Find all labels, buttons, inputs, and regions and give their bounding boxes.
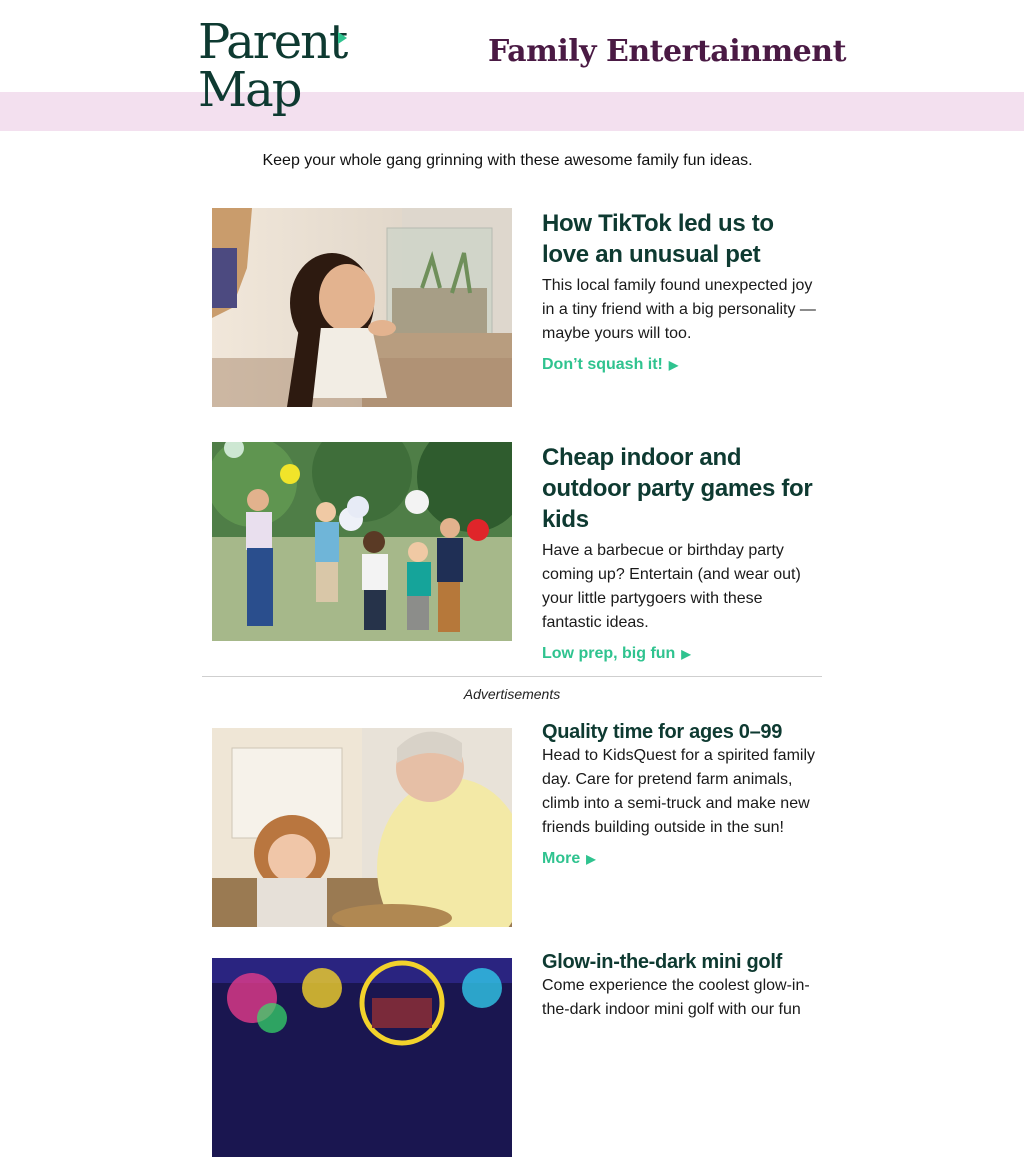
play-triangle-icon: ▶	[586, 852, 596, 866]
article-title[interactable]: How TikTok led us to love an unusual pet	[542, 210, 774, 268]
article-cta-link[interactable]	[542, 645, 691, 663]
section-title: Family Entertainment	[488, 34, 846, 69]
article-content	[542, 208, 824, 374]
advertisements-label: Advertisements	[463, 686, 561, 702]
logo-line-1: Parent	[198, 14, 347, 70]
article-cta-link[interactable]	[542, 356, 678, 374]
article-description: Have a barbecue or birthday party coming up? Entertain (and wear out) your little partygoers with these fantastic ideas.	[542, 542, 801, 631]
logo-line-2: Map	[198, 62, 301, 118]
cta-label: More	[542, 850, 581, 867]
logo-triangle-icon	[338, 32, 347, 44]
intro-text: Keep your whole gang grinning with these awesome family fun ideas.	[262, 152, 753, 169]
divider	[202, 676, 822, 677]
ad-content	[542, 950, 824, 1022]
ad-title[interactable]: Glow-in-the-dark mini golf	[542, 951, 782, 973]
play-triangle-icon: ▶	[681, 647, 691, 661]
header-band	[0, 92, 1024, 131]
parentmap-logo[interactable]	[198, 16, 358, 120]
article-description: This local family found unexpected joy in a tiny friend with a big personality — maybe yours will too.	[542, 277, 816, 342]
play-triangle-icon: ▶	[668, 358, 679, 372]
article-image-girl-terrarium[interactable]	[212, 208, 512, 407]
article-title[interactable]: Cheap indoor and outdoor party games for kids	[542, 444, 813, 533]
cta-label: Don’t squash it!	[542, 356, 663, 373]
ad-image-kidsquest[interactable]	[212, 728, 512, 927]
ad-title[interactable]: Quality time for ages 0–99	[542, 721, 783, 743]
ad-description: Head to KidsQuest for a spirited family day. Care for pretend farm animals, climb into a semi-truck and make new friends building outside in the sun!	[542, 747, 816, 836]
ad-cta-link[interactable]	[542, 850, 595, 868]
header	[0, 0, 1024, 118]
ad-content	[542, 720, 824, 868]
ad-description: Come experience the coolest glow-in-the-dark indoor mini golf with our fun	[542, 977, 810, 1018]
ad-image-glow-golf[interactable]	[212, 958, 512, 1157]
article-image-kids-balloons[interactable]	[212, 442, 512, 641]
cta-label: Low prep, big fun	[542, 645, 676, 662]
article-content	[542, 442, 824, 663]
